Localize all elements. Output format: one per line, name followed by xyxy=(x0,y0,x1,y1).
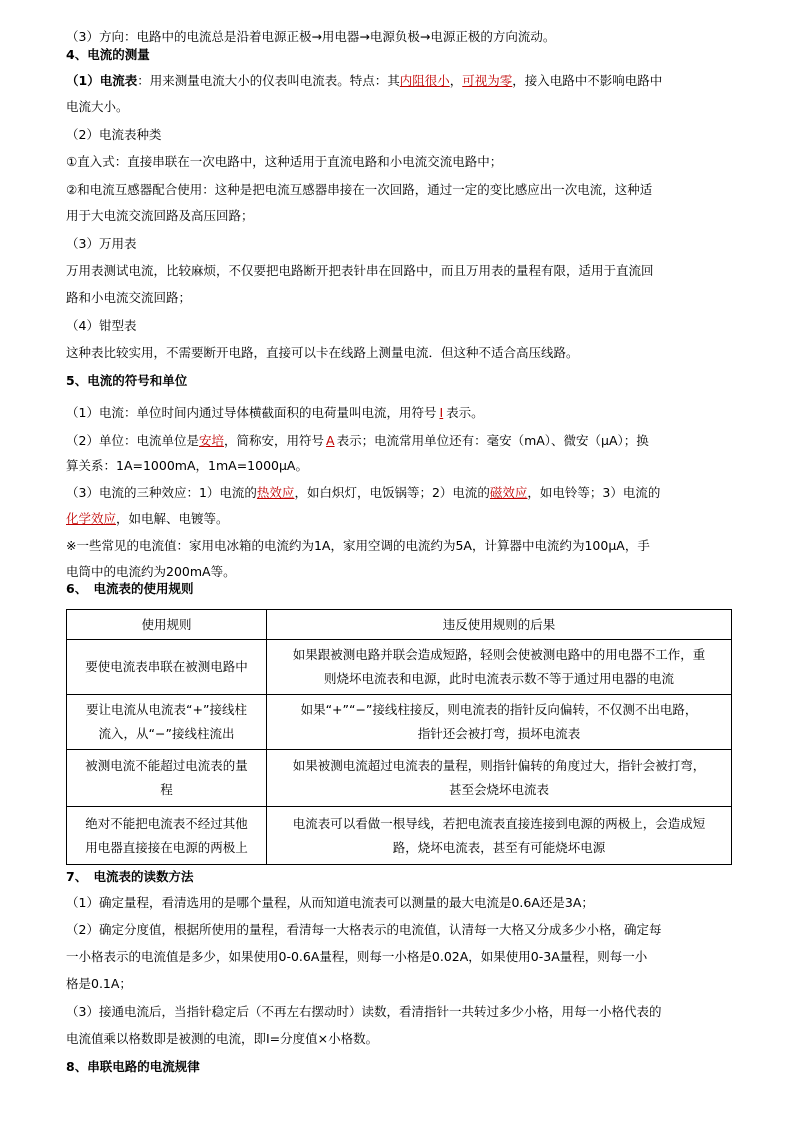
section-heading-7: 7、 电流表的读数方法 xyxy=(66,869,194,884)
cell-line: 如果跟被测电路并联会造成短路，轻则会使被测电路中的用电器不工作，重 xyxy=(292,647,706,662)
paragraph-unit xyxy=(66,432,649,450)
text-span: （2）单位：电流单位是 xyxy=(66,433,199,448)
keyword-low-resistance: 内阻很小 xyxy=(399,73,450,88)
table-header-row xyxy=(67,610,732,640)
keyword-symbol-i: I xyxy=(439,405,444,420)
paragraph-line: ※一些常见的电流值：家用电冰箱的电流约为1A，家用空调的电流约为5A，计算器中电流约为100μA，手 xyxy=(66,538,650,553)
keyword-chemical-effect: 化学效应 xyxy=(66,511,117,526)
paragraph-line: （2）电流表种类 xyxy=(66,127,162,142)
paragraph-line: 算关系：1A=1000mA，1mA=1000μA。 xyxy=(66,458,308,473)
cell-line: 路，烧坏电流表，甚至有可能烧坏电源 xyxy=(392,839,606,855)
result-cell xyxy=(267,807,732,865)
text-span: 表示；电流常用单位还有：毫安（mA）、微安（μA）；换 xyxy=(336,433,649,448)
paragraph-line: 电流值乘以格数即是被测的电流，即I=分度值×小格数。 xyxy=(66,1031,379,1046)
paragraph-line: 格是0.1A； xyxy=(66,976,132,991)
cell-line: 流入，从“−”接线柱流出 xyxy=(98,726,235,741)
text-span: ， xyxy=(449,73,463,88)
rule-cell xyxy=(67,807,267,865)
rule-cell xyxy=(67,695,267,750)
section-heading-6: 6、 电流表的使用规则 xyxy=(66,581,194,596)
cell-line: 电流表可以看做一根导线，若把电流表直接连接到电源的两极上，会造成短 xyxy=(292,815,706,831)
text-span: ，接入电路中不影响电路中 xyxy=(512,73,663,88)
keyword-thermal-effect: 热效应 xyxy=(256,485,295,500)
rule-cell xyxy=(67,750,267,807)
text-span: 表示。 xyxy=(446,405,484,420)
table-row xyxy=(67,750,732,807)
paragraph-line: ②和电流互感器配合使用：这种是把电流互感器串接在一次回路，通过一定的变比感应出一次电流，这种适 xyxy=(66,182,653,197)
text-span: ，如电铃等；3）电流的 xyxy=(527,485,661,500)
paragraph-effects xyxy=(66,484,660,502)
text-span: （1）电流：单位时间内通过导体横截面积的电荷量叫电流，用符号 xyxy=(66,405,437,420)
paragraph-line: 一小格表示的电流值是多少，如果使用0-0.6A量程，则每一小格是0.02A，如果使用0-3A量程，则每一小 xyxy=(66,949,648,964)
paragraph-line: 电流大小。 xyxy=(66,99,129,114)
cell-line: 甚至会烧坏电流表 xyxy=(448,782,549,797)
cell-line: 要让电流从电流表“+”接线柱 xyxy=(86,702,247,717)
text-span: （3）电流的三种效应：1）电流的 xyxy=(66,485,257,500)
keyword-symbol-a: A xyxy=(326,433,335,448)
cell-line: 要使电流表串联在被测电路中 xyxy=(85,659,248,674)
keyword-ampere: 安培 xyxy=(198,433,224,448)
table-header-cell: 违反使用规则的后果 xyxy=(267,610,732,640)
paragraph-line: ①直入式：直接串联在一次电路中，这种适用于直流电路和小电流交流电路中； xyxy=(66,154,503,169)
text-span: ，如电解、电镀等。 xyxy=(116,511,229,526)
section-heading-5: 5、电流的符号和单位 xyxy=(66,373,188,388)
paragraph-line: 万用表测试电流，比较麻烦，不仅要把电路断开把表针串在回路中，而且万用表的量程有限，适用于直流回 xyxy=(66,263,654,278)
paragraph-line: （2）确定分度值，根据所使用的量程，看清每一大格表示的电流值，认清每一大格又分成多少小格，确定每 xyxy=(66,922,662,937)
cell-line: 如果“+”“−”接线柱接反，则电流表的指针反向偏转，不仅测不出电路， xyxy=(300,702,698,717)
usage-rules-table xyxy=(66,609,732,865)
paragraph-line: （3）接通电流后，当指针稳定后（不再左右摆动时）读数，看清指针一共转过多少小格，用每一小格代表的 xyxy=(66,1004,662,1019)
cell-line: 程 xyxy=(160,782,173,797)
cell-line: 如果被测电流超过电流表的量程，则指针偏转的角度过大，指针会被打弯， xyxy=(292,758,706,773)
cell-line: 被测电流不能超过电流表的量 xyxy=(85,758,248,773)
paragraph-current-def xyxy=(66,404,484,422)
table-row xyxy=(67,640,732,695)
paragraph-line: 路和小电流交流回路； xyxy=(66,290,192,305)
cell-line: 绝对不能把电流表不经过其他 xyxy=(85,815,248,831)
paragraph-line: 电筒中的电流约为200mA等。 xyxy=(66,564,236,579)
result-cell xyxy=(267,640,732,695)
table-row xyxy=(67,807,732,865)
paragraph-line: 用于大电流交流回路及高压回路； xyxy=(66,208,254,223)
paragraph-line: （4）钳型表 xyxy=(66,318,137,333)
table-row xyxy=(67,695,732,750)
section-heading-4: 4、电流的测量 xyxy=(66,47,150,62)
paragraph-line: 这种表比较实用，不需要断开电路，直接可以卡在线路上测量电流．但这种不适合高压线路。 xyxy=(66,345,579,360)
section-heading-8: 8、串联电路的电流规律 xyxy=(66,1059,200,1074)
result-cell xyxy=(267,695,732,750)
cell-line: 用电器直接接在电源的两极上 xyxy=(85,839,248,855)
cell-line: 则烧坏电流表和电源，此时电流表示数不等于通过用电器的电流 xyxy=(323,671,674,686)
rule-cell xyxy=(67,640,267,695)
keyword-magnetic-effect: 磁效应 xyxy=(489,485,528,500)
paragraph-ammeter-def xyxy=(66,72,662,90)
paragraph-line: （3）万用表 xyxy=(66,236,137,251)
cell-line: 指针还会被打弯，损坏电流表 xyxy=(417,726,581,741)
result-cell xyxy=(267,750,732,807)
paragraph-effects-cont xyxy=(66,510,229,528)
text-span: ，如白炽灯，电饭锅等；2）电流的 xyxy=(294,485,490,500)
keyword-near-zero: 可视为零 xyxy=(462,73,513,88)
paragraph-direction: （3）方向：电路中的电流总是沿着电源正极→用电器→电源负极→电源正极的方向流动。 xyxy=(66,29,556,44)
paragraph-line: （1）确定量程，看清选用的是哪个量程，从而知道电流表可以测量的最大电流是0.6A还是3A； xyxy=(66,895,594,910)
table-header-cell: 使用规则 xyxy=(67,610,267,640)
text-span: ：用来测量电流大小的仪表叫电流表。特点：其 xyxy=(137,73,400,88)
text-span: ，简称安，用符号 xyxy=(223,433,324,448)
term-ammeter: （1）电流表 xyxy=(66,73,138,88)
